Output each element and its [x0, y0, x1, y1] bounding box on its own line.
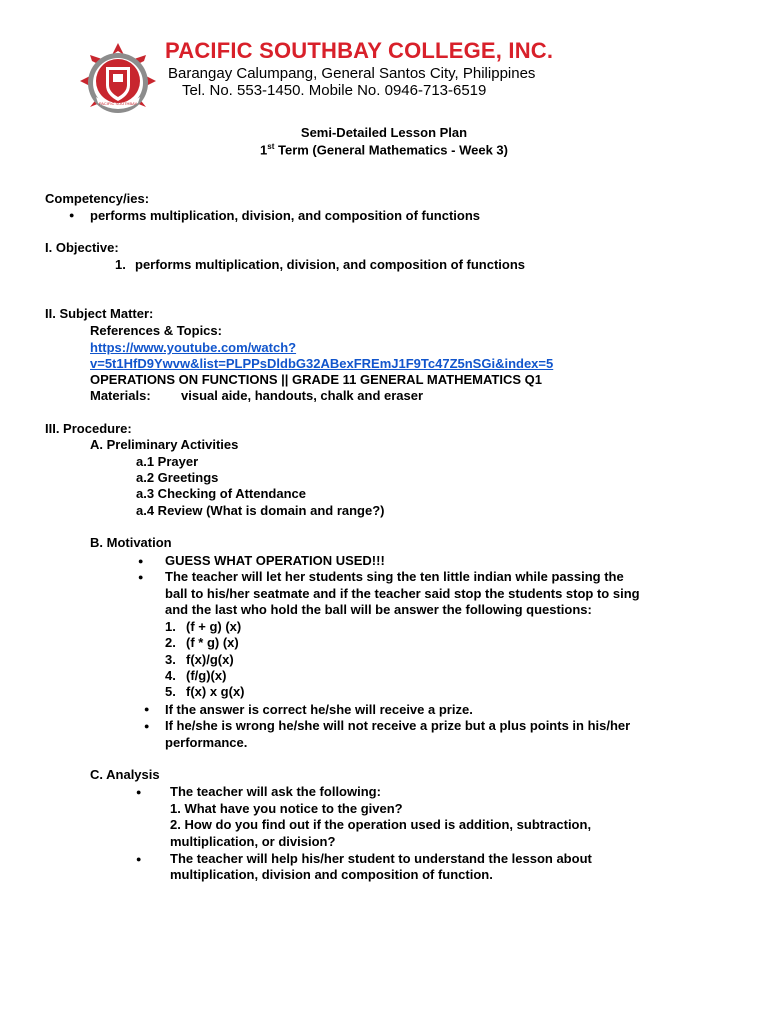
question-number: 2.: [165, 635, 176, 650]
competency-item: performs multiplication, division, and composition of functions: [90, 208, 481, 223]
objective-item: performs multiplication, division, and composition of functions: [135, 257, 526, 272]
analysis-bullet-line: 2. How do you find out if the operation used is addition, subtraction,: [170, 817, 592, 832]
question-item: (f * g) (x): [186, 635, 239, 650]
motivation-bullet: GUESS WHAT OPERATION USED!!!: [165, 553, 385, 568]
motivation-bullet-line: The teacher will let her students sing the ten little indian while passing the: [165, 569, 624, 584]
question-number: 3.: [165, 652, 176, 667]
preliminary-heading: A. Preliminary Activities: [90, 437, 239, 452]
college-name: PACIFIC SOUTHBAY COLLEGE, INC.: [165, 38, 554, 63]
question-item: f(x)/g(x): [186, 652, 234, 667]
references-label: References & Topics:: [90, 323, 222, 338]
competency-heading: Competency/ies:: [45, 191, 150, 206]
svg-text:PACIFIC SOUTHBAY: PACIFIC SOUTHBAY: [98, 101, 138, 106]
bullet-icon: ●: [136, 787, 142, 797]
topic-title: OPERATIONS ON FUNCTIONS || GRADE 11 GENERAL MATHEMATICS Q1: [90, 372, 542, 387]
subject-matter-heading: II. Subject Matter:: [45, 306, 154, 321]
bullet-icon: ●: [144, 704, 150, 714]
reference-link-continued[interactable]: v=5t1HfD9Ywvw&list=PLPPsDldbG32ABexFREmJ1F9Tc47Z5nSGi&index=5: [90, 356, 554, 371]
analysis-bullet-line: The teacher will help his/her student to understand the lesson about: [170, 851, 592, 866]
question-item: (f + g) (x): [186, 619, 242, 634]
document-title: Semi-Detailed Lesson Plan: [300, 125, 468, 140]
analysis-bullet-line: The teacher will ask the following:: [170, 784, 381, 799]
question-number: 5.: [165, 684, 176, 699]
bullet-icon: ●: [144, 721, 150, 731]
objective-number: 1.: [115, 257, 126, 272]
college-address: Barangay Calumpang, General Santos City, Philippines: [168, 65, 536, 82]
bullet-icon: ●: [138, 572, 144, 582]
question-number: 1.: [165, 619, 176, 634]
question-number: 4.: [165, 668, 176, 683]
reference-link[interactable]: https://www.youtube.com/watch?: [90, 340, 297, 355]
bullet-icon: ●: [136, 854, 142, 864]
college-seal-logo: [78, 41, 158, 121]
preliminary-item: a.4 Review (What is domain and range?): [136, 503, 385, 518]
preliminary-item: a.2 Greetings: [136, 470, 219, 485]
question-item: (f/g)(x): [186, 668, 227, 683]
preliminary-item: a.3 Checking of Attendance: [136, 486, 306, 501]
analysis-bullet-line: 1. What have you notice to the given?: [170, 801, 403, 816]
materials-label: Materials:: [90, 388, 151, 403]
motivation-bullet-line: performance.: [165, 735, 248, 750]
motivation-bullet-line: If he/she is wrong he/she will not receive a prize but a plus points in his/her: [165, 718, 631, 733]
objective-heading: I. Objective:: [45, 240, 119, 255]
analysis-bullet-line: multiplication, division and composition of function.: [170, 867, 493, 882]
question-item: f(x) x g(x): [186, 684, 245, 699]
college-contact: Tel. No. 553-1450. Mobile No. 0946-713-6519: [182, 82, 487, 99]
document-subtitle: 1st Term (General Mathematics - Week 3): [260, 142, 508, 158]
motivation-heading: B. Motivation: [90, 535, 172, 550]
motivation-bullet-line: ball to his/her seatmate and if the teacher said stop the students stop to sing: [165, 586, 640, 601]
bullet-icon: ●: [138, 556, 144, 566]
analysis-heading: C. Analysis: [90, 767, 160, 782]
bullet-icon: ●: [69, 210, 75, 220]
motivation-bullet-line: and the last who hold the ball will be answer the following questions:: [165, 602, 592, 617]
analysis-bullet-line: multiplication, or division?: [170, 834, 336, 849]
preliminary-item: a.1 Prayer: [136, 454, 199, 469]
motivation-bullet: If the answer is correct he/she will receive a prize.: [165, 702, 473, 717]
procedure-heading: III. Procedure:: [45, 421, 132, 436]
materials-value: visual aide, handouts, chalk and eraser: [181, 388, 424, 403]
